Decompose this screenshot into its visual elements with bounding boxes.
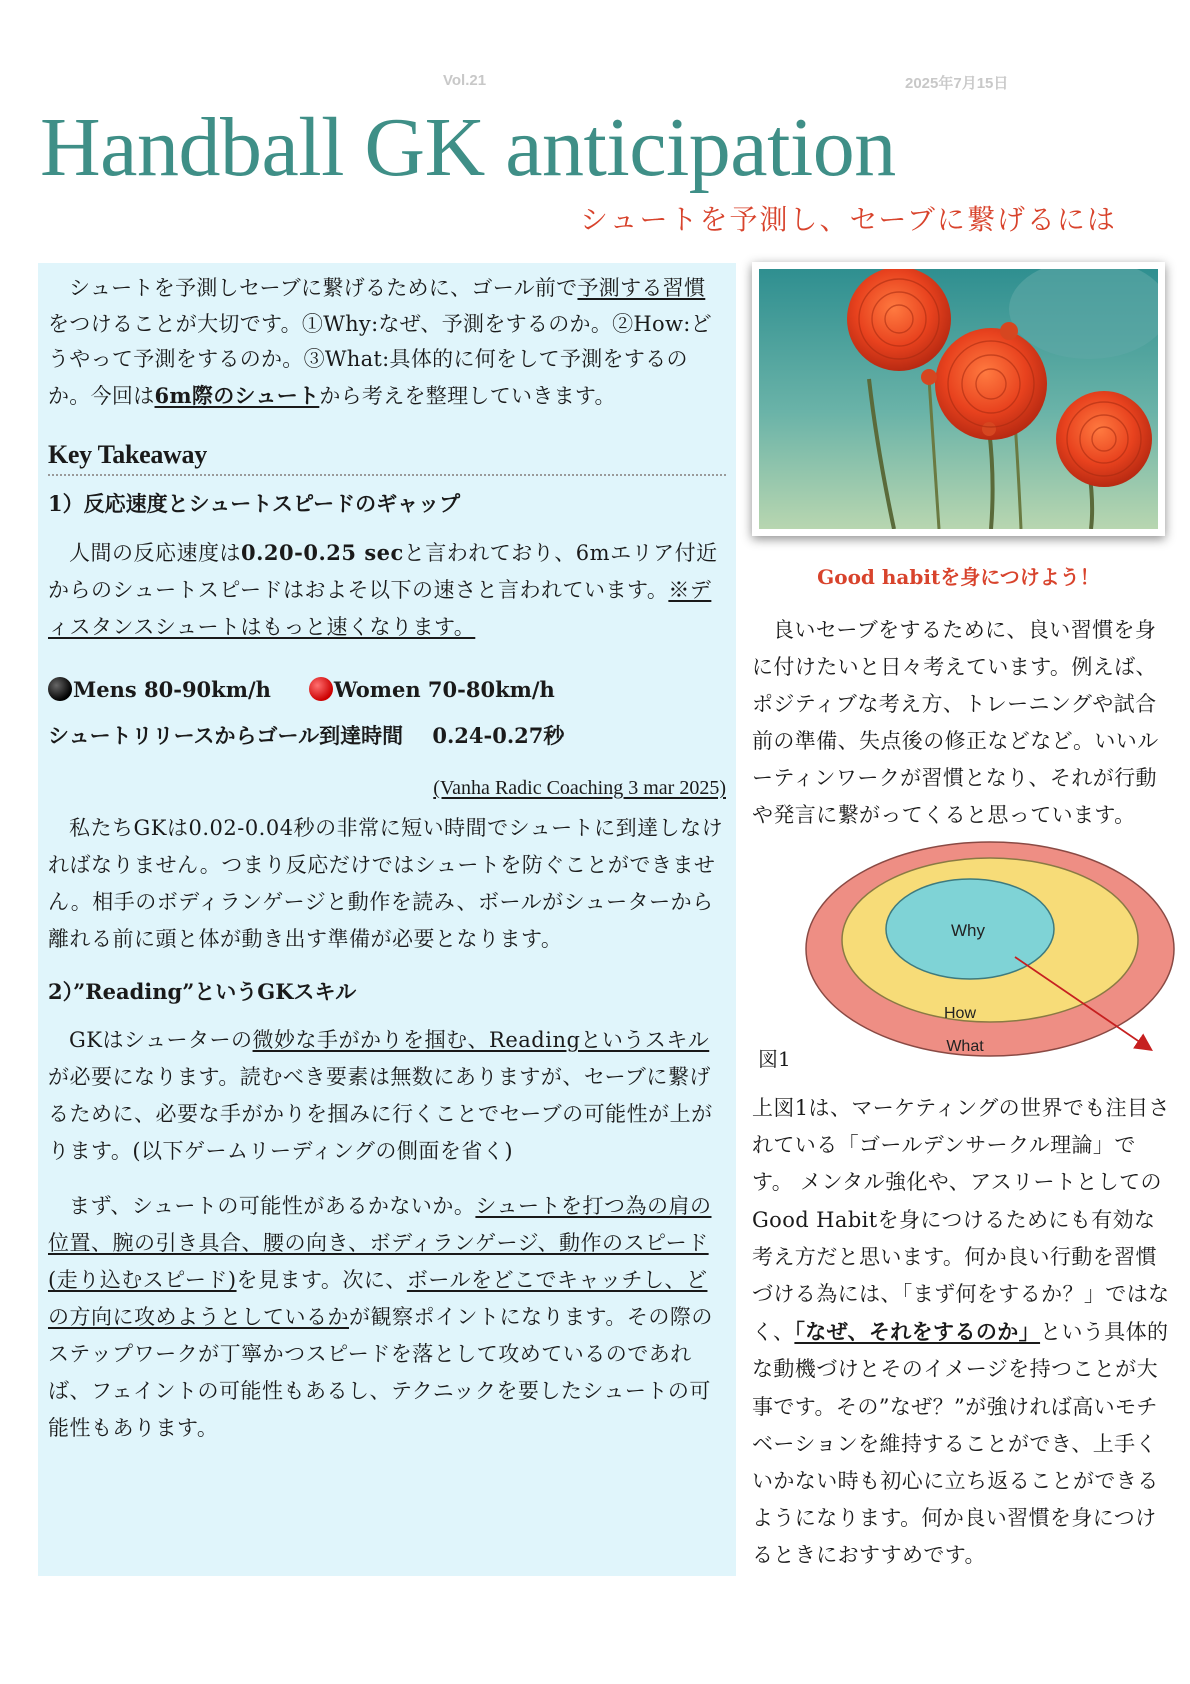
observation-points-1: シュートを打つ為の肩の位置、腕の引き具合、腰の向き、ボディランゲージ、動作のスピード(走り込むスピード)	[48, 1194, 712, 1292]
good-habit-paragraph: 良いセーブをするために、良い習慣を身に付けたいと日々考えています。例えば、ポジティブな考え方、トレーニングや試合前の準備、失点後の修正などなど。いいルーティンワークが習慣となり、それが行動や発言に繋がってくると思っています。	[752, 618, 1159, 827]
speed-line	[48, 672, 726, 708]
s1-p1-text-a: 人間の反応速度は	[69, 541, 241, 565]
reaction-speed-value: 0.20-0.25 sec	[241, 540, 404, 565]
gc-text-c: という具体的な動機づけとそのイメージを持つことが大事です。その”なぜ？”が強ければ高いモチベーションを維持することができ、上手くいかない時も初心に立ち返ることができるようになります。何か良い習慣を身につけるときにおすすめです。	[752, 1320, 1169, 1568]
figure-label: 図1	[758, 1047, 791, 1071]
distance-shot-note: ※ディスタンスシュートはもっと速くなります。	[48, 578, 712, 639]
circle-label-how: How	[943, 1005, 977, 1022]
circle-label-why: Why	[951, 921, 985, 940]
s2-p1-text-a: GKはシューターの	[69, 1028, 253, 1052]
key-takeaway-heading: Key Takeaway	[48, 440, 726, 476]
volume-number: Vol.21	[443, 72, 487, 89]
citation: (Vanha Radic Coaching 3 mar 2025)	[433, 777, 726, 799]
reading-skill-emphasis: 微妙な手がかりを掴む、Readingというスキル	[252, 1028, 710, 1052]
section1-paragraph-2: 私たちGKは0.02-0.04秒の非常に短い時間でシュートに到達しなければなりません。つまり反応だけではシュートを防ぐことができません。相手のボディランゲージと動作を読み、ボールがシューターから離れる前に頭と体が動き出す準備が必要となります。	[48, 816, 724, 951]
section2-paragraph-2	[48, 1188, 726, 1447]
s2-p1-text-c: が必要になります。読むべき要素は無数にありますが、セーブに繋げるために、必要な手がかりを掴みに行くことでセーブの可能性が上がります。(以下ゲームリーディングの側面を省く)	[48, 1065, 713, 1163]
womens-speed: Women 70-80km/h	[333, 677, 555, 702]
red-circle-icon	[309, 677, 333, 701]
why-emphasis: 「なぜ、それをするのか」	[794, 1319, 1041, 1345]
page-subtitle: シュートを予測し、セーブに繋げるには	[580, 203, 1117, 236]
observation-points-2: ボールをどこでキャッチし、どの方向に攻めようとしているか	[48, 1268, 708, 1329]
intro-text-2: をつけることが大切です。①Why:なぜ、予測をするのか。②How:どうやって予測をするのか。③What:具体的に何をして予測をするのか。今回は	[48, 311, 712, 408]
intro-paragraph	[48, 271, 726, 414]
arrival-time-value: 0.24-0.27秒	[432, 723, 565, 748]
gc-text-a: 上図1は、マーケティングの世界でも注目されている「ゴールデンサークル理論」です。 メンタル強化や、アスリートとしてのGood Habitを身につけるためにも有効な考え方だと思います。何か良い行動を習慣づける為には、「まず何をするか？」ではなく、	[752, 1096, 1170, 1345]
issue-date: 2025年7月15日	[905, 75, 1009, 92]
main-article-panel	[38, 263, 736, 1576]
time-line	[48, 718, 726, 754]
section1-heading: 1）反応速度とシュートスピードのギャップ	[48, 491, 461, 516]
section2-paragraph-1	[48, 1022, 726, 1170]
section2-heading: 2）”Reading”というGKスキル	[48, 979, 357, 1004]
black-circle-icon	[48, 677, 72, 701]
intro-emphasis-habit: 予測する習慣	[577, 276, 706, 300]
s2-p2-text-c: を見ます。次に、	[236, 1268, 407, 1292]
mens-speed: Mens 80-90km/h	[73, 677, 271, 702]
photo-caption: Good habitを身につけよう！	[817, 565, 1100, 589]
dahlia-photo	[752, 262, 1165, 536]
intro-text-3: から考えを整理していきます。	[319, 383, 616, 408]
page-title: Handball GK anticipation	[40, 101, 896, 194]
circle-label-what: What	[946, 1038, 984, 1055]
s1-p1-text-c: と言われており、6mエリア付近からのシュートスピードはおよそ以下の速さと言われています。	[48, 541, 718, 602]
golden-circle-diagram	[800, 837, 1190, 1062]
s2-p2-text-e: が観察ポイントになります。その際のステップワークが丁寧かつスピードを落として攻めているのであれば、フェイントの可能性もあるし、テクニックを要したシュートの可能性もあります。	[48, 1305, 713, 1440]
intro-emphasis-6m: 6m際のシュート	[154, 382, 320, 408]
arrival-time-label: シュートリリースからゴール到達時間	[48, 723, 404, 748]
intro-text-1: シュートを予測しセーブに繋げるために、ゴール前で	[69, 276, 578, 300]
section1-paragraph-1	[48, 534, 726, 646]
dahlia-image	[759, 269, 1158, 529]
s2-p2-text-a: まず、シュートの可能性があるかないか。	[69, 1194, 476, 1218]
golden-circle-paragraph	[752, 1090, 1172, 1575]
